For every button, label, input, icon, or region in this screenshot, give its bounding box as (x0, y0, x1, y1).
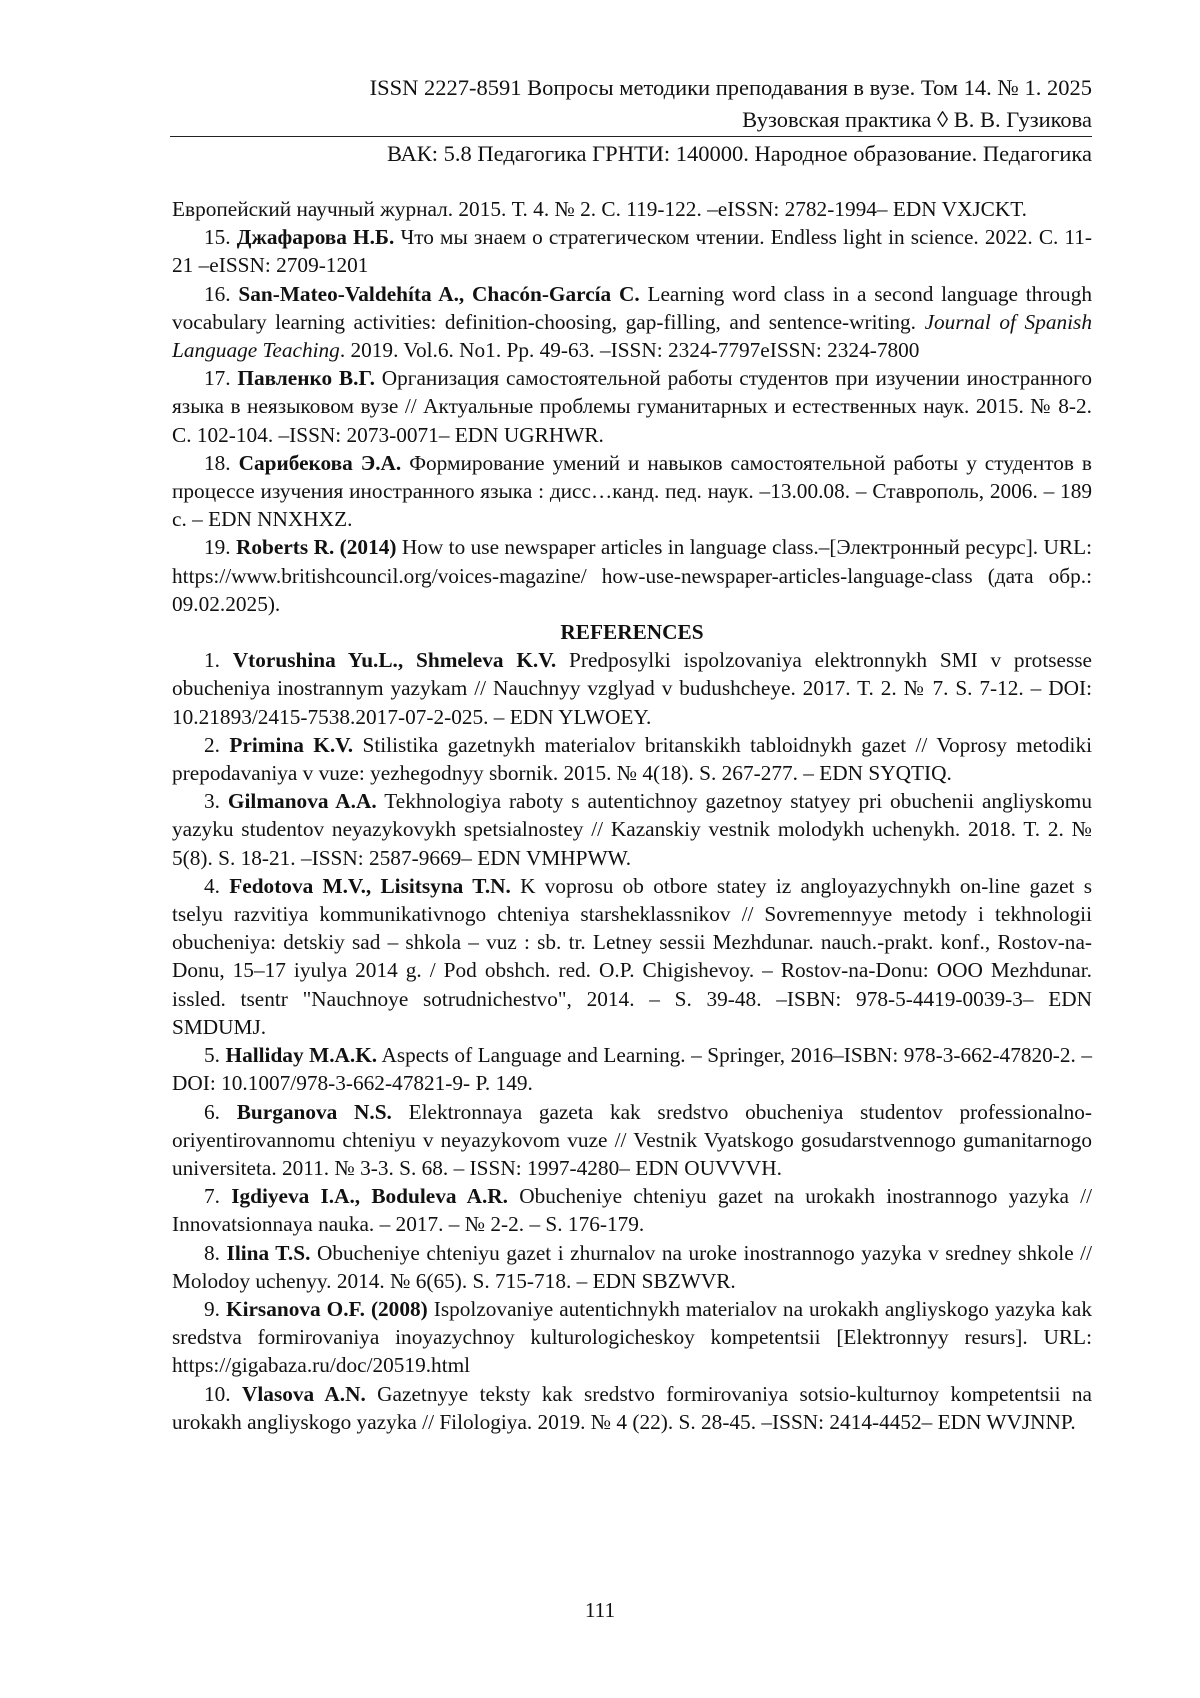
header-section-line: Вузовская практика ◊ В. В. Гузикова (742, 107, 1092, 132)
entry-number: 2. (204, 732, 220, 757)
entry-number: 19. (204, 535, 231, 560)
list-item-15 (172, 223, 1092, 279)
entry-number: 5. (204, 1043, 220, 1068)
reference-item-8 (172, 1239, 1092, 1295)
page-number: 111 (584, 1598, 616, 1622)
reference-item-7 (172, 1182, 1092, 1238)
entry-author: Kirsanova O.F. (2008) (226, 1296, 428, 1321)
reference-item-4 (172, 872, 1092, 1041)
entry-text: Формирование умений и навыков самостоятельной работы у студентов в процессе изучения иностранного языка : дисс…канд. пед. наук. –13.00.08. – Ставрополь, 2006. – 189 с. – EDN NNXHXZ. (172, 450, 1092, 532)
continued-entry: Европейский научный журнал. 2015. Т. 4. № 2. С. 119-122. –eISSN: 2782-1994– EDN VXJCKT. (172, 197, 1027, 221)
running-header (170, 72, 1092, 136)
header-journal-line: ISSN 2227-8591 Вопросы методики преподавания в вузе. Том 14. № 1. 2025 (369, 75, 1092, 100)
entry-author: Burganova N.S. (236, 1099, 392, 1124)
entry-number: 4. (204, 873, 220, 898)
entry-number: 10. (204, 1381, 231, 1406)
references-body (172, 195, 1092, 1436)
entry-author: Ilina T.S. (226, 1240, 311, 1265)
entry-number: 1. (204, 648, 220, 673)
entry-text: Gazetnyye teksty kak sredstvo formirovaniya sotsio-kulturnoy kompetentsii na urokakh angliyskogo yazyka // Filologiya. 2019. № 4 (22). S. 28-45. –ISSN: 2414-4452– EDN WVJNNP. (172, 1381, 1092, 1434)
reference-item-3 (172, 787, 1092, 872)
references-heading: REFERENCES (560, 620, 704, 645)
entry-number: 7. (204, 1184, 220, 1209)
reference-item-10 (172, 1380, 1092, 1436)
entry-text: Организация самостоятельной работы студентов при изучении иностранного языка в неязыковом вузе // Актуальные проблемы гуманитарных и естественных наук. 2015. № 8-2. С. 102-104. –ISSN: 2073-0071– EDN UGRHWR. (172, 366, 1092, 447)
entry-number: 9. (204, 1296, 220, 1321)
reference-item-2 (172, 731, 1092, 787)
header-rule (170, 136, 1092, 137)
entry-author: Primina K.V. (229, 732, 354, 757)
header-classification-line: ВАК: 5.8 Педагогика ГРНТИ: 140000. Народное образование. Педагогика (386, 141, 1092, 166)
reference-item-9 (172, 1295, 1092, 1380)
entry-text: Что мы знаем о стратегическом чтении. Endless light in science. 2022. С. 11-21 –eISSN: 2709-1201 (172, 225, 1093, 278)
entry-journal: Journal of Spanish Language Teaching (172, 309, 1092, 363)
list-item-18 (172, 449, 1092, 534)
entry-text: Learning word class in a second language through vocabulary learning activities: definition-choosing, gap-filling, and sentence-writing. (172, 281, 1093, 334)
entry-number: 16. (204, 281, 231, 306)
entry-author: Igdiyeva I.A., Boduleva A.R. (231, 1184, 508, 1209)
entry-author: Fedotova M.V., Lisitsyna T.N. (229, 873, 511, 898)
entry-number: 18. (204, 450, 231, 475)
reference-item-6 (172, 1098, 1092, 1183)
entry-text: Obucheniye chteniyu gazet i zhurnalov na uroke inostrannogo yazyka v sredney shkole // Molodoy uchenyy. 2014. № 6(65). S. 715-718. – EDN SBZWVR. (172, 1240, 1093, 1293)
entry-number: 3. (204, 789, 220, 814)
entry-author: Сарибекова Э.А. (238, 450, 402, 475)
entry-author: Halliday M.A.K. (225, 1043, 378, 1068)
entry-author: San-Mateo-Valdehíta A., Chacón-García C. (238, 281, 640, 306)
entry-number: 15. (204, 225, 231, 250)
entry-number: 6. (204, 1099, 220, 1124)
entry-text: K voprosu ob otbore statey iz angloyazychnykh on-line gazet s tselyu razvitiya kommunikativnogo chteniya starsheklassnikov // Sovremennyye metody i tekhnologii obucheniya: detskiy sad – shkola – vuz : sb. tr. Letney sessii Mezhdunar. nauch.-prakt. konf., Rostov-na-Donu, 15–17 iyulya 2014 g. / Pod obshch. red. O.P. Chigishevoy. – Rostov-na-Donu: OOO Mezhdunar. issled. tsentr "Nauchnoye sotrudnichestvo", 2014. – S. 39-48. –ISBN: 978-5-4419-0039-3– EDN SMDUMJ. (172, 873, 1092, 1039)
entry-number: 8. (204, 1240, 220, 1265)
entry-text: Tekhnologiya raboty s autentichnoy gazetnoy statyey pri obuchenii angliyskomu yazyku studentov neyazykovykh spetsialnostey // Kazanskiy vestnik molodykh uchenykh. 2018. T. 2. № 5(8). S. 18-21. –ISSN: 2587-9669– EDN VMHPWW. (172, 789, 1092, 870)
list-item-16 (172, 280, 1092, 365)
entry-author: Gilmanova A.A. (227, 789, 377, 814)
entry-tail: . 2019. Vol.6. No1. Pp. 49-63. –ISSN: 2324-7797eISSN: 2324-7800 (339, 338, 920, 363)
entry-text: Elektronnaya gazeta kak sredstvo obucheniya studentov professionalno-oriyentirovannomu chteniyu v neyazykovom vuze // Vestnik Vyatskogo gosudarstvennogo gumanitarnogo universiteta. 2011. № 3-3. S. 68. – ISSN: 1997-4280– EDN OUVVVH. (172, 1099, 1092, 1180)
entry-author: Roberts R. (2014) (236, 535, 397, 560)
entry-author: Джафарова Н.Б. (236, 225, 395, 250)
entry-author: Vlasova A.N. (242, 1381, 366, 1406)
entry-text: Aspects of Language and Learning. – Springer, 2016–ISBN: 978-3-662-47820-2. – DOI: 10.1007/978-3-662-47821-9- P. 149. (172, 1043, 1093, 1096)
entry-text: Ispolzovaniye autentichnykh materialov na urokakh angliyskogo yazyka kak sredstva formirovaniya inoyazychnoy kulturologicheskoy kompetentsii [Elektronnyy resurs]. URL: https://gigabaza.ru/doc/20519.html (172, 1296, 1093, 1378)
list-item-17 (172, 364, 1092, 449)
entry-author: Vtorushina Yu.L., Shmeleva K.V. (232, 648, 557, 673)
reference-item-5 (172, 1041, 1092, 1097)
entry-text: Predposylki ispolzovaniya elektronnykh SMI v protsesse obucheniya inostrannym yazykam // Nauchnyy vzglyad v budushcheye. 2017. T. 2. № 7. S. 7-12. – DOI: 10.21893/2415-7538.2017-07-2-025. – EDN YLWOEY. (172, 648, 1093, 729)
entry-number: 17. (204, 366, 231, 391)
entry-text: Obucheniye chteniyu gazet na urokakh inostrannogo yazyka // Innovatsionnaya nauka. – 2017. – № 2-2. – S. 176-179. (172, 1184, 1092, 1237)
list-item-19 (172, 533, 1092, 618)
entry-author: Павленко В.Г. (237, 366, 375, 391)
entry-text: Stilistika gazetnykh materialov britanskikh tabloidnykh gazet // Voprosy metodiki prepodavaniya v vuze: yezhegodnyy sbornik. 2015. № 4(18). S. 267-277. – EDN SYQTIQ. (172, 732, 1093, 786)
entry-text: How to use newspaper articles in language class.–[Электронный ресурс]. URL: https://www.britishcouncil.org/voices-magazine/ how-use-newspaper-articles-language-class (дата обр.: 09.02.2025). (172, 535, 1093, 616)
reference-item-1 (172, 646, 1092, 731)
